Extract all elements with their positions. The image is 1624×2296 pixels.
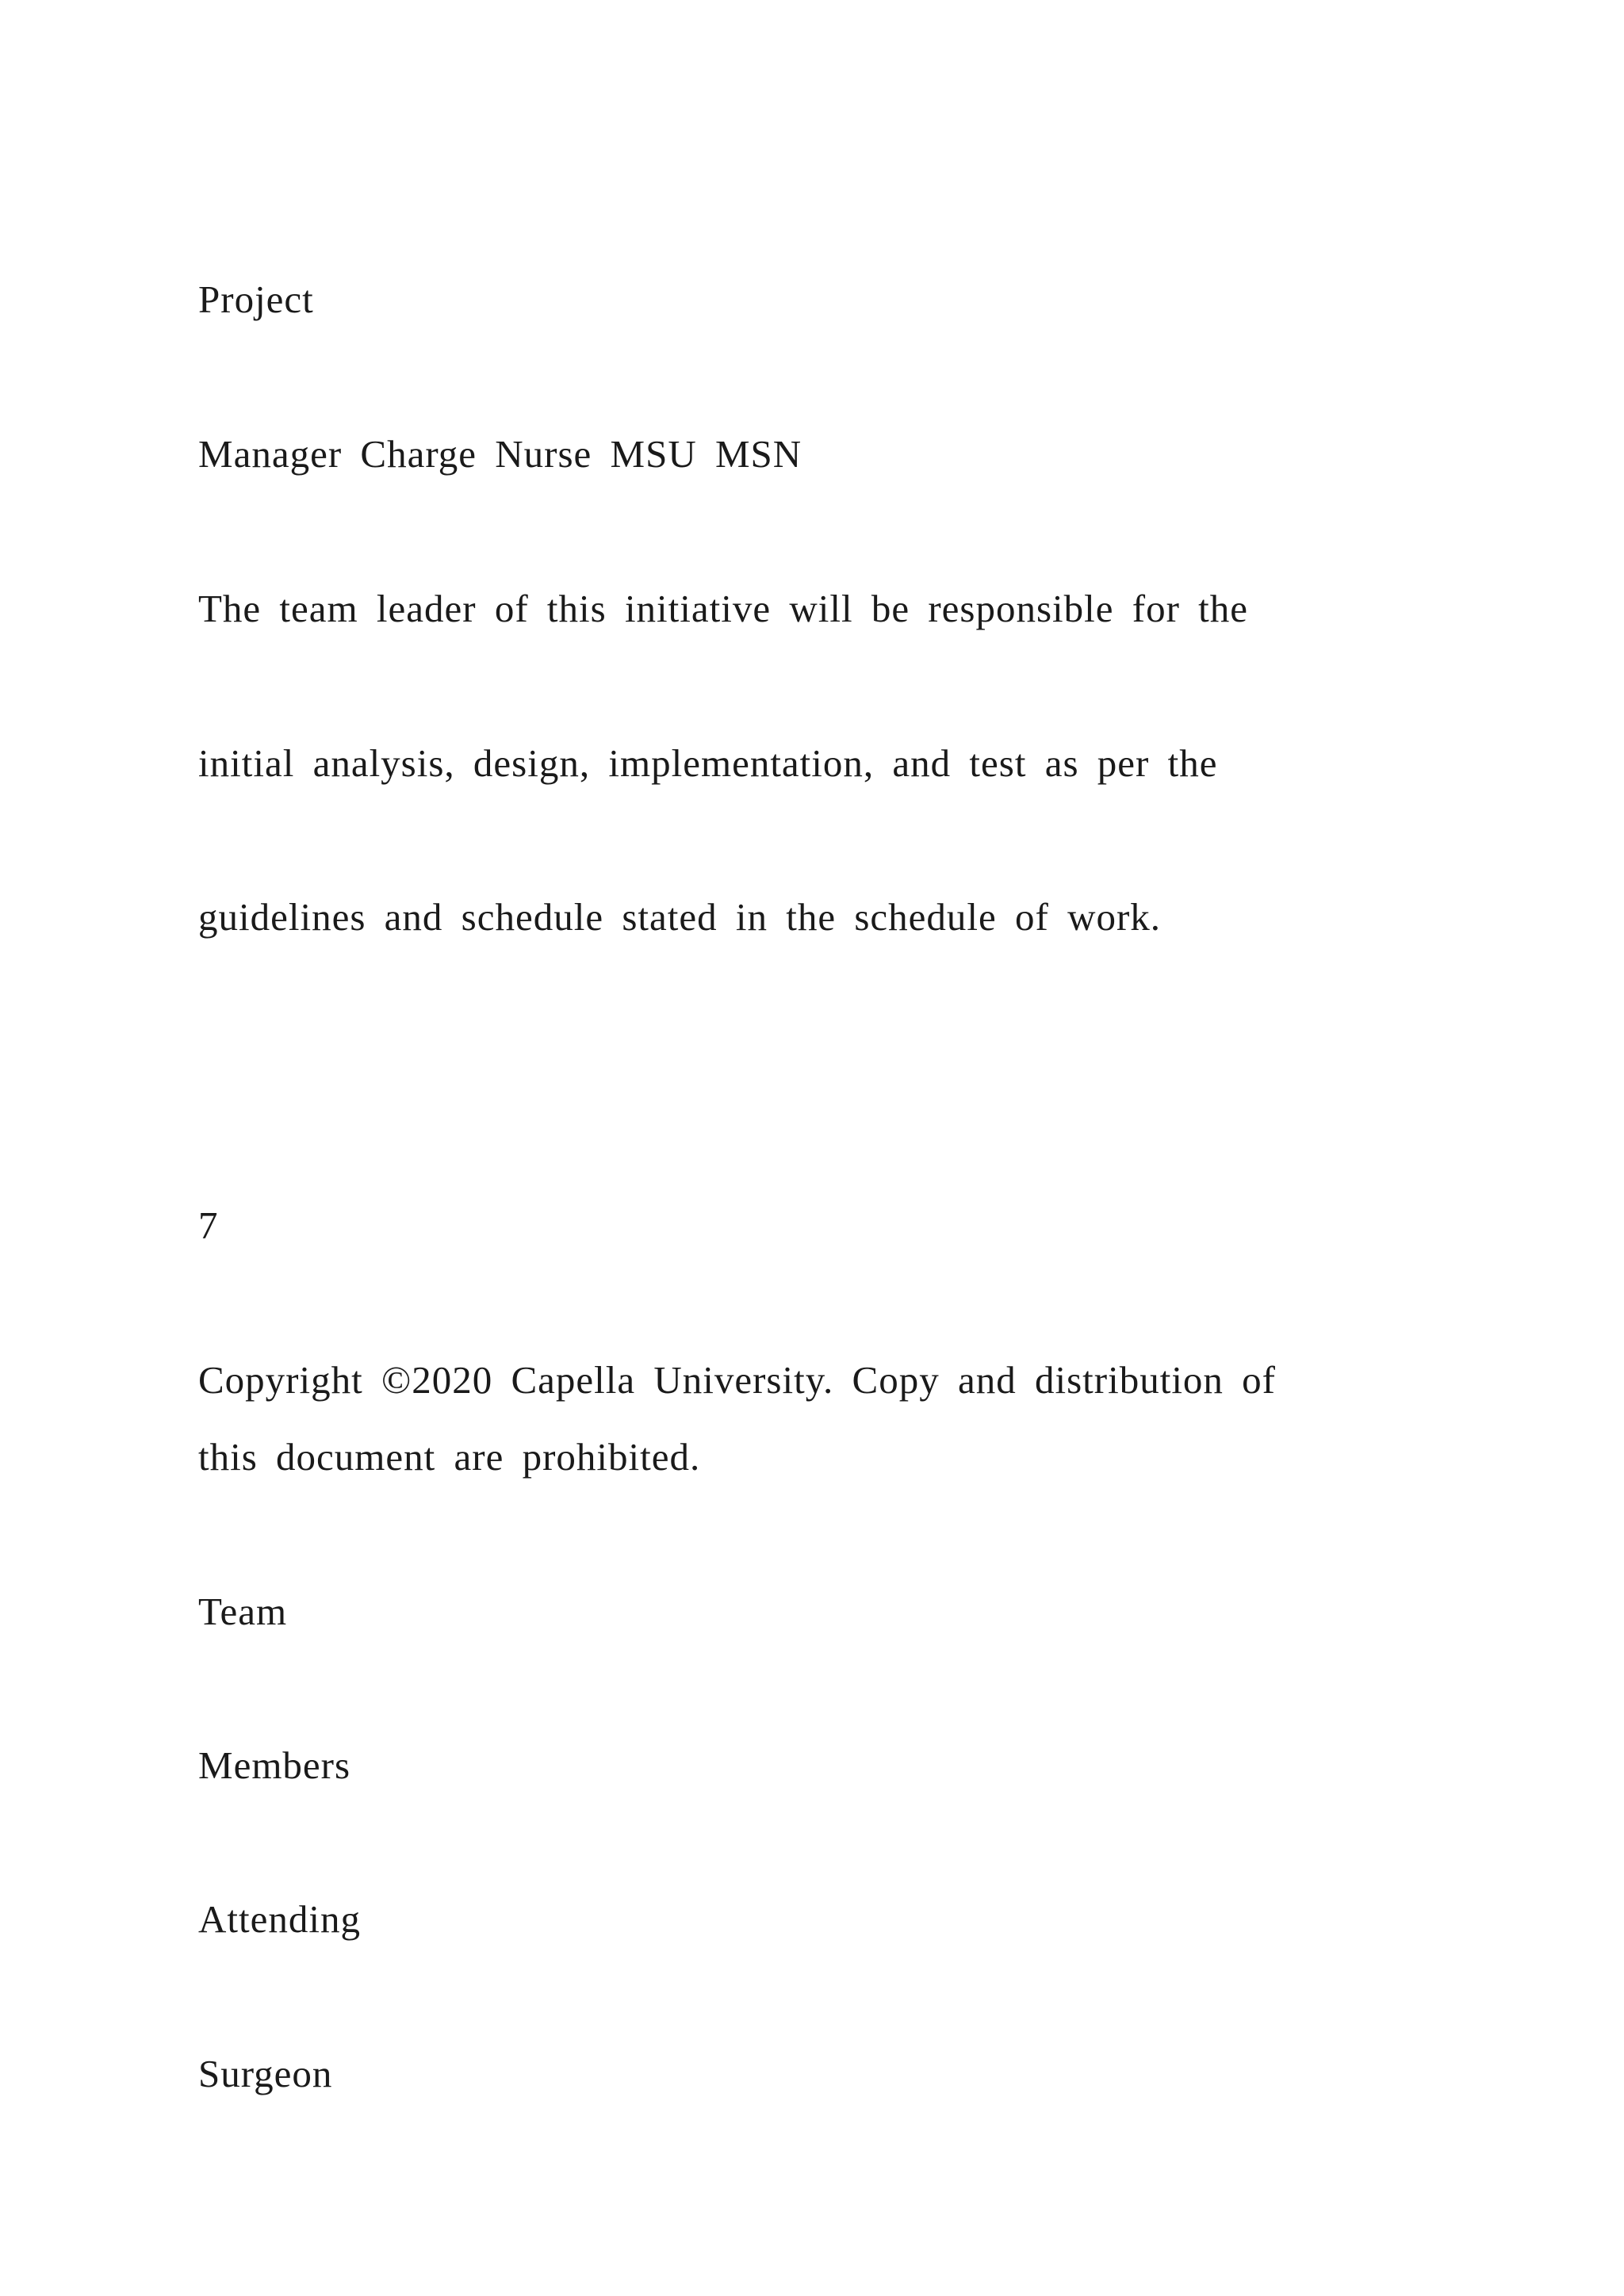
page-number: 7: [198, 1203, 219, 1247]
table-header-surgeon: Surgeon: [198, 2052, 333, 2095]
table-header-project: Project: [198, 277, 314, 321]
table-header-members: Members: [198, 1743, 351, 1787]
table-header-attending: Attending: [198, 1897, 361, 1941]
table-header-roles: Manager Charge Nurse MSU MSN: [198, 432, 802, 476]
body-text-line: The team leader of this initiative will be responsible for the: [198, 587, 1249, 630]
body-text-line: guidelines and schedule stated in the schedule of work.: [198, 895, 1162, 939]
table-header-team: Team: [198, 1590, 288, 1633]
copyright-notice-line: this document are prohibited.: [198, 1435, 701, 1479]
body-text-line: initial analysis, design, implementation, and test as per the: [198, 741, 1218, 785]
copyright-notice-line: Copyright ©2020 Capella University. Copy and distribution of: [198, 1358, 1276, 1402]
